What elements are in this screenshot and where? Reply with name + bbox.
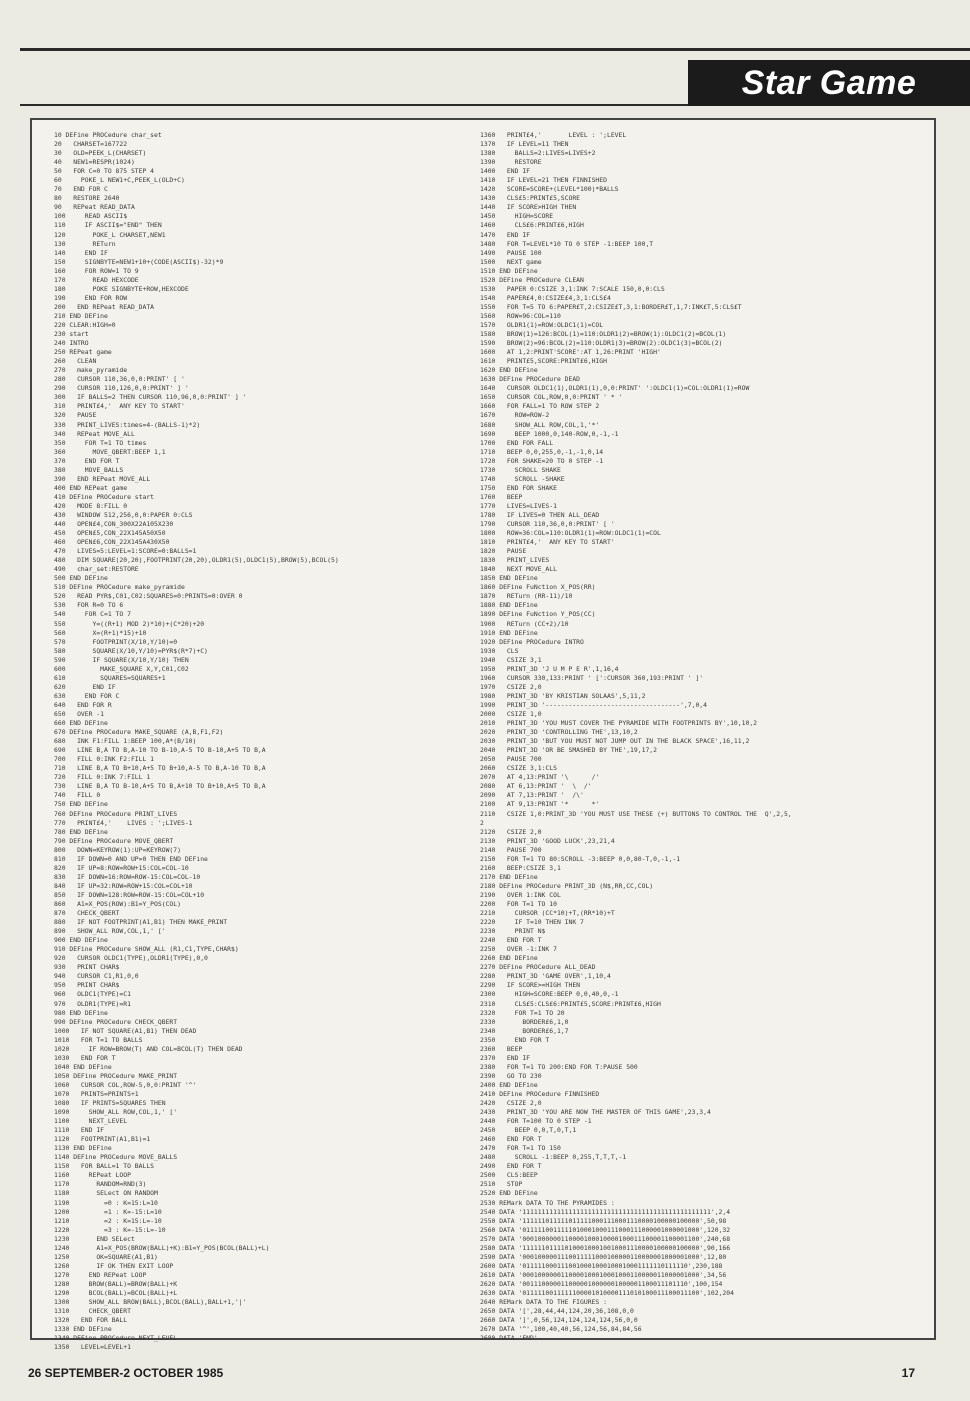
code-line: 1600 AT 1,2:PRINT'SCORE':AT 1,26:PRINT 'HIGH' (480, 348, 661, 357)
title-rule (20, 104, 688, 106)
code-line: 620 END IF (54, 682, 116, 691)
code-line: 340 REPeat MOVE_ALL (54, 429, 135, 438)
code-line: 1070 PRINTS=PRINTS+1 (54, 1089, 139, 1098)
code-line: 2410 DEFine PROCedure FINNISHED (480, 1089, 600, 1098)
code-line: 2480 SCROLL -1:BEEP 0,255,T,T,T,-1 (480, 1153, 627, 1162)
code-line: 1760 BEEP (480, 492, 523, 501)
code-line: 520 READ PYR$,C01,C02:SQUARES=0:PRINTS=0:OVER 0 (54, 592, 243, 601)
code-line: 590 IF SQUARE(X/10,Y/10) THEN (54, 655, 189, 664)
code-line: 930 PRINT CHAR$ (54, 963, 120, 972)
code-line: 1640 CURSOR OLDC1(1),OLDR1(1),0,0:PRINT' ':OLDC1(1)=COL:OLDR1(1)=ROW (480, 384, 750, 393)
code-line: 410 DEFine PROCedure start (54, 492, 155, 501)
code-line: 900 END DEFine (54, 936, 108, 945)
code-line: 1290 BCOL(BALL)=BCOL(BALL)+L (54, 1289, 178, 1297)
code-line: 1750 END FOR SHAKE (480, 483, 557, 492)
code-line: 1410 IF LEVEL=21 THEN FINNISHED (480, 176, 607, 185)
code-line: 2340 BORDER£6,1,7 (480, 1026, 569, 1035)
code-line: 510 DEFine PROCedure make_pyramide (54, 583, 185, 592)
code-line: 2400 END DEFine (480, 1080, 538, 1089)
code-line: 2100 AT 9,13:PRINT '* *' (480, 800, 600, 809)
code-line: 2200 FOR T=1 TO 10 (480, 899, 557, 908)
code-line: 480 DIM SQUARE(20,20),FOOTPRINT(20,20),OLDR1(5),OLDC1(5),BROW(5),BCOL(5) (54, 556, 339, 565)
code-line: 2310 CLS£5:CLS£6:PRINT£5,SCORE:PRINT£6,HIGH (480, 999, 661, 1008)
code-line: 2560 DATA '0111110011111010001000111000111000001000001000',120,32 (480, 1225, 731, 1234)
code-line: 1770 LIVES=LIVES-1 (480, 501, 557, 510)
code-line: 2240 END FOR T (480, 936, 542, 945)
code-line: 2580 DATA '1111110111101000100010010001110000100000100000',90,166 (480, 1243, 731, 1252)
code-line: 220 CLEAR:HIGH=0 (54, 320, 116, 329)
code-line: 1680 SHOW_ALL ROW,COL,1,'*' (480, 420, 600, 429)
code-line: 2020 PRINT_3D 'CONTROLLING THE',13,10,2 (480, 728, 638, 737)
code-line: 1120 FOOTPRINT(A1,B1)=1 (54, 1135, 151, 1144)
code-line: 180 POKE SIGNBYTE+ROW,HEXCODE (54, 284, 189, 293)
code-line: 2060 CSIZE 3,1:CLS (480, 764, 557, 773)
code-line: 700 FILL 0:INK F2:FILL 1 (54, 755, 155, 764)
code-line: 1910 END DEFine (480, 628, 538, 637)
code-line: 150 SIGNBYTE=NEW1+10+(CODE(ASCII$)-32)*9 (54, 257, 224, 266)
code-line: 1270 END REPeat LOOP (54, 1270, 147, 1279)
code-line: 1380 BALLS=2:LIVES=LIVES+2 (480, 149, 596, 158)
code-line: 190 END FOR ROW (54, 293, 128, 302)
code-line: 1840 NEXT MOVE_ALL (480, 565, 557, 574)
code-line: 230 start (54, 330, 89, 339)
code-line: 1150 FOR BALL=1 TO BALLS (54, 1162, 155, 1171)
code-line: 630 END FOR C (54, 691, 120, 700)
code-line: 1460 CLS£6:PRINT£6,HIGH (480, 221, 584, 230)
code-line: 1190 =0 : K=15:L=10 (54, 1198, 158, 1207)
code-line: 100 READ ASCII$ (54, 212, 128, 221)
code-line: 120 POKE_L CHARSET,NEW1 (54, 230, 166, 239)
code-line: 450 OPEN£5,CON_22X145A50X50 (54, 529, 166, 538)
code-line: 2260 END DEFine (480, 954, 538, 963)
code-line: 760 DEFine PROCedure PRINT_LIVES (54, 809, 178, 818)
code-line: 370 END FOR T (54, 456, 120, 465)
code-line: 1730 SCROLL SHAKE (480, 465, 561, 474)
code-line: 2190 OVER 1:INK COL (480, 890, 561, 899)
code-line: 1250 OK=SQUARE(A1,B1) (54, 1252, 158, 1261)
code-line: 260 CLEAN (54, 357, 97, 366)
code-line: 70 END FOR C (54, 185, 108, 194)
code-line: 2160 BEEP:CSIZE 3,1 (480, 863, 561, 872)
code-line: 1420 SCORE=SCORE+(LEVEL*100)*BALLS (480, 185, 619, 194)
code-line: 1280 BROW(BALL)=BROW(BALL)+K (54, 1279, 178, 1288)
code-line: 2040 PRINT_3D 'OR BE SMASHED BY THE',19,17,2 (480, 746, 657, 755)
code-line: 540 FOR C=1 TO 7 (54, 610, 131, 619)
code-line: 1700 END FOR FALL (480, 438, 554, 447)
code-line: 690 LINE B,A TO B,A-10 TO B-10,A-5 TO B-10,A+5 TO B,A (54, 746, 266, 755)
code-line: 1650 CURSOR COL,ROW,0,0:PRINT ' * ' (480, 393, 623, 402)
code-line: 2050 PAUSE 700 (480, 755, 542, 764)
code-line: 710 LINE B,A TO B+10,A+5 TO B+10,A-5 TO B,A-10 TO B,A (54, 764, 266, 773)
code-line: 2460 END FOR T (480, 1135, 542, 1144)
code-line: 210 END DEFine (54, 311, 108, 320)
code-line: 780 END DEFine (54, 827, 108, 836)
code-line: 640 END FOR R (54, 700, 112, 709)
code-line: 920 CURSOR OLDC1(TYPE),OLDR1(TYPE),0,0 (54, 954, 208, 963)
code-line: 720 FILL 0:INK 7:FILL 1 (54, 773, 151, 782)
code-line: 570 FOOTPRINT(X/10,Y/10)=0 (54, 637, 178, 646)
code-line: 1790 CURSOR 110,36,0,0:PRINT' [ ' (480, 520, 615, 529)
program-listing (30, 118, 936, 1352)
code-line: 940 CURSOR C1,R1,0,0 (54, 972, 139, 981)
code-line: 820 IF UP=8:ROW=ROW+15:COL=COL-10 (54, 863, 189, 872)
code-line: 270 make_pyramide (54, 366, 128, 375)
listing-column-right (480, 131, 920, 1343)
code-line: 2640 REMark DATA TO THE FIGURES : (480, 1298, 607, 1307)
code-line: 1340 DEFine PROCedure NEXT_LEVEL (54, 1334, 178, 1343)
code-line: 1630 DEFine PROCedure DEAD (480, 375, 581, 384)
code-line: 1880 END DEFine (480, 601, 538, 610)
code-line: 1220 =3 : K=-15:L=-10 (54, 1225, 166, 1234)
code-line: 2030 PRINT_3D 'BUT YOU MUST NOT JUMP OUT IN THE BLACK SPACE',16,11,2 (480, 737, 750, 746)
code-line: 850 IF DOWN=128:ROW=ROW-15:COL=COL+10 (54, 890, 205, 899)
code-line: 60 POKE_L NEW1+C,PEEK_L(OLD+C) (54, 176, 185, 185)
code-line: 1780 IF LIVES=0 THEN ALL_DEAD (480, 510, 600, 519)
code-line: 280 CURSOR 110,36,0,0:PRINT' [ ' (54, 375, 185, 384)
code-line: 740 FILL 0 (54, 791, 101, 800)
code-line: 2080 AT 6,13:PRINT ' \ /' (480, 782, 592, 791)
code-line: 1670 ROW=ROW-2 (480, 411, 550, 420)
code-line: 350 FOR T=1 TO times (54, 438, 147, 447)
code-line: 1940 CSIZE 3,1 (480, 655, 542, 664)
code-line: 1720 FOR SHAKE=20 TO 0 STEP -1 (480, 456, 604, 465)
code-line: 460 OPEN£6,CON_22X145A430X50 (54, 538, 170, 547)
code-line: 20 CHARSET=167722 (54, 140, 128, 149)
code-line: 2660 DATA ']',0,56,124,124,124,124,56,0,0 (480, 1316, 638, 1325)
code-line: 2150 FOR T=1 TO 80:SCROLL -3:BEEP 0,0,80-T,0,-1,-1 (480, 854, 681, 863)
code-line: 10 DEFine PROCedure char_set (54, 131, 162, 139)
issue-date: 26 SEPTEMBER-2 OCTOBER 1985 (28, 1366, 224, 1380)
code-line: 80 RESTORE 2640 (54, 194, 120, 203)
code-line: 650 OVER -1 (54, 710, 105, 718)
code-line: 1620 END DEFine (480, 366, 538, 375)
code-line: 1870 RETurn (RR-11)/10 (480, 592, 573, 601)
code-line: 2600 DATA '0111110001110010001000100010001111110111110',230,188 (480, 1261, 723, 1270)
code-line: 1550 FOR T=5 TO 6:PAPER£T,2:CSIZE£T,3,1:BORDER£T,1,7:INK£T,5:CLS£T (480, 302, 742, 311)
code-line: 1920 DEFine PROCedure INTRO (480, 637, 584, 646)
code-line: 1480 FOR T=LEVEL*10 TO 0 STEP -1:BEEP 100,T (480, 239, 654, 248)
code-line: 870 CHECK_QBERT (54, 909, 120, 918)
code-line: 2520 END DEFine (480, 1189, 538, 1198)
code-line: 730 LINE B,A TO B-10,A+5 TO B,A+10 TO B+10,A+5 TO B,A (54, 782, 266, 791)
code-line: 1820 PAUSE (480, 547, 527, 556)
code-line: 1950 PRINT_3D 'J U M P E R',1,16,4 (480, 664, 619, 673)
code-line: 2140 PAUSE 700 (480, 845, 542, 854)
code-line: 50 FOR C=0 TO 875 STEP 4 (54, 167, 155, 176)
code-line: 1430 CLS£5:PRINT£5,SCORE (480, 194, 581, 203)
code-line: 2540 DATA '1111111111111111111111111111111111111111111111111',2,4 (480, 1207, 731, 1216)
code-line: 1310 CHECK_QBERT (54, 1307, 131, 1316)
code-line: 420 MODE 8:FILL 0 (54, 501, 128, 510)
code-line: 1530 PAPER 0:CSIZE 3,1:INK 7:SCALE 150,0,0:CLS (480, 284, 665, 293)
code-line: 200 END REPeat READ_DATA (54, 302, 155, 311)
code-line: 2250 OVER -1:INK 7 (480, 945, 557, 954)
code-line: 2430 PRINT_3D 'YOU ARE NOW THE MASTER OF THIS GAME',23,3,4 (480, 1108, 711, 1117)
code-line: 330 PRINT_LIVES:times=4-(BALLS-1)*2) (54, 420, 201, 429)
code-line: 380 MOVE_BALLS (54, 465, 124, 474)
code-line: 430 WINDOW 512,256,0,0:PAPER 0:CLS (54, 510, 193, 519)
code-line: 600 MAKE_SQUARE X,Y,C01,C02 (54, 664, 189, 673)
code-line: 1710 BEEP 0,0,255,0,-1,-1,0,14 (480, 447, 604, 456)
code-line: 1040 END DEFine (54, 1062, 112, 1071)
code-line: 2470 FOR T=1 TO 150 (480, 1144, 561, 1153)
code-line: 2610 DATA '0001000000110000100010001000110000011000001000',34,56 (480, 1270, 727, 1279)
code-line: 440 OPEN£4,CON_300X22A105X230 (54, 520, 174, 529)
code-line: 1360 PRINT£4,' LEVEL : ';LEVEL (480, 131, 627, 139)
code-line: 2620 DATA '0011100000110000010000001000001100011101110',100,154 (480, 1279, 723, 1288)
code-line: 1590 BROW(2)=96:BCOL(2)=110:OLDR1(3)=BROW(2):OLDC1(3)=BCOL(2) (480, 339, 723, 348)
code-line: 2330 BORDER£6,1,0 (480, 1017, 569, 1026)
code-line: 1800 ROW=36:COL=110:OLDR1(1)=ROW:OLDC1(1)=COL (480, 529, 661, 538)
code-line: 2530 REMark DATA TO THE PYRAMIDES : (480, 1198, 615, 1207)
code-line: 910 DEFine PROCedure SHOW_ALL (R1,C1,TYPE,CHAR$) (54, 945, 239, 954)
top-rule (20, 48, 970, 51)
code-line: 140 END IF (54, 248, 108, 257)
code-line: 1520 DEFine PROCedure CLEAN (480, 275, 584, 284)
code-line: 660 END DEFine (54, 719, 108, 728)
code-line: 1490 PAUSE 100 (480, 248, 542, 257)
code-line: 500 END DEFine (54, 574, 108, 583)
code-line: 2270 DEFine PROCedure ALL_DEAD (480, 963, 596, 972)
code-line: 2120 CSIZE 2,0 (480, 827, 542, 836)
code-line: 1050 DEFine PROCedure MAKE_PRINT (54, 1071, 178, 1080)
code-line: 1300 SHOW_ALL BROW(BALL),BCOL(BALL),BALL+1,'|' (54, 1298, 247, 1307)
code-line: 1660 FOR FALL=1 TO ROW STEP 2 (480, 402, 600, 411)
code-line: 1100 NEXT_LEVEL (54, 1117, 128, 1126)
code-line: 1010 FOR T=1 TO BALLS (54, 1035, 143, 1044)
code-line: 2590 DATA '0001000001110011111000100000110000001000001000',12,80 (480, 1252, 727, 1261)
code-line: 2440 FOR T=100 TO 0 STEP -1 (480, 1117, 592, 1126)
code-line: 2210 CURSOR (CC*10)+T,(RR*10)+T (480, 909, 615, 918)
code-line: 1210 =2 : K=15:L=-10 (54, 1216, 162, 1225)
code-line: 1230 END SELect (54, 1234, 135, 1243)
code-line: 990 DEFine PROCedure CHECK_QBERT (54, 1017, 178, 1026)
code-line: 390 END REPeat MOVE_ALL (54, 474, 151, 483)
code-line: 2490 END FOR T (480, 1162, 542, 1171)
code-line: 2670 DATA '^',100,40,40,56,124,56,84,84,56 (480, 1325, 642, 1334)
code-line: 2360 BEEP (480, 1044, 523, 1053)
code-line: 1400 END IF (480, 167, 531, 176)
code-line: 2320 FOR T=1 TO 20 (480, 1008, 565, 1017)
code-line: 1890 DEFine FuNction Y_POS(CC) (480, 610, 596, 619)
code-line: 1000 IF NOT SQUARE(A1,B1) THEN DEAD (54, 1026, 197, 1035)
code-line: 2010 PRINT_3D 'YOU MUST COVER THE PYRAMIDE WITH FOOTPRINTS BY',10,10,2 (480, 719, 758, 728)
code-line: 680 INK F1:FILL 1:BEEP 100,A*(B/10) (54, 737, 197, 746)
code-line: 320 PAUSE (54, 411, 97, 420)
code-line: 1060 CURSOR COL,ROW-5,0,0:PRINT '^' (54, 1080, 197, 1089)
code-line: 560 X=(R+1)*15)+10 (54, 628, 147, 637)
code-line: 2300 HIGH=SCORE:BEEP 0,0,40,0,-1 (480, 990, 619, 999)
code-line: 360 MOVE_QBERT:BEEP 1,1 (54, 447, 166, 456)
code-line: 2390 GO TO 230 (480, 1071, 542, 1080)
code-line: 1580 BROW(1)=126:BCOL(1)=110:OLDR1(2)=BROW(1):OLDC1(2)=BCOL(1) (480, 330, 727, 339)
code-line: 1140 DEFine PROCedure MOVE_BALLS (54, 1153, 178, 1162)
code-line: 1450 HIGH=SCORE (480, 212, 554, 221)
code-line: 1130 END DEFine (54, 1144, 112, 1153)
code-line: 2380 FOR T=1 TO 200:END FOR T:PAUSE 500 (480, 1062, 638, 1071)
code-line: 1900 RETurn (CC+2)/10 (480, 619, 569, 628)
code-line: 950 PRINT CHAR$ (54, 981, 120, 990)
code-line: 1440 IF SCORE>HIGH THEN (480, 203, 577, 212)
code-line: 2 (480, 818, 484, 827)
code-line: 2570 DATA '0001000000110000100010000100011100001100001100',240,68 (480, 1234, 731, 1243)
code-line: 2280 PRINT_3D 'GAME OVER',1,10,4 (480, 972, 611, 981)
code-line: 1930 CLS (480, 646, 519, 655)
code-line: 880 IF NOT FOOTPRINT(A1,B1) THEN MAKE_PRINT (54, 918, 228, 927)
code-line: 1320 END FOR BALL (54, 1316, 128, 1325)
code-line: 1610 PRINT£5,SCORE:PRINT£6,HIGH (480, 357, 607, 366)
code-line: 1080 IF PRINTS=SQUARES THEN (54, 1099, 166, 1108)
code-line: 1470 END IF (480, 230, 531, 239)
code-line: 2450 BEEP 0,0,T,0,T,1 (480, 1126, 577, 1135)
code-line: 1810 PRINT£4,' ANY KEY TO START' (480, 538, 615, 547)
code-line: 30 OLD=PEEK_L(CHARSET) (54, 149, 147, 158)
code-line: 2170 END DEFine (480, 872, 538, 881)
code-line: 750 END DEFine (54, 800, 108, 809)
code-line: 1170 RANDOM=RND(3) (54, 1180, 147, 1189)
code-line: 240 INTRO (54, 339, 89, 348)
code-line: 1390 RESTORE (480, 158, 542, 167)
code-line: 110 IF ASCII$="END" THEN (54, 221, 162, 230)
code-line: 1740 SCROLL -SHAKE (480, 474, 565, 483)
code-line: 2420 CSIZE 2,0 (480, 1099, 542, 1108)
code-line: 1540 PAPER£4,0:CSIZE£4,3,1:CLS£4 (480, 293, 611, 302)
code-line: 1500 NEXT game (480, 257, 542, 266)
code-line: 40 NEW1=RESPR(1024) (54, 158, 135, 167)
code-line: 2350 END FOR T (480, 1035, 550, 1044)
code-line: 1350 LEVEL=LEVEL+1 (54, 1343, 131, 1352)
code-line: 160 FOR ROW=1 TO 9 (54, 266, 139, 275)
code-line: 1860 DEFine FuNction X_POS(RR) (480, 583, 596, 592)
code-line: 130 RETurn (54, 239, 116, 248)
code-line: 800 DOWN=KEYROW(1):UP=KEYROW(7) (54, 845, 181, 854)
code-line: 1110 END IF (54, 1126, 105, 1135)
code-line: 1020 IF ROW=BROW(T) AND COL=BCOL(T) THEN DEAD (54, 1044, 243, 1053)
code-line: 830 IF DOWN=16:ROW=ROW-15:COL=COL-10 (54, 872, 201, 881)
code-line: 960 OLDC1(TYPE)=C1 (54, 990, 131, 999)
code-line: 860 A1=X_POS(ROW):B1=Y_POS(COL) (54, 899, 181, 908)
code-line: 1690 BEEP 1000,0,140-ROW,0,-1,-1 (480, 429, 619, 438)
code-line: 400 END REPeat game (54, 483, 128, 492)
code-line: 2230 PRINT N$ (480, 927, 546, 936)
code-line: 890 SHOW_ALL ROW,COL,1,' [' (54, 927, 166, 936)
code-line: 1090 SHOW_ALL ROW,COL,1,' [' (54, 1108, 178, 1117)
code-line: 170 READ HEXCODE (54, 275, 139, 284)
code-line: 1960 CURSOR 330,133:PRINT ' [':CURSOR 360,193:PRINT ' ]' (480, 673, 704, 682)
code-line: 1850 END DEFine (480, 574, 538, 583)
code-line: 2180 DEFine PROCedure PRINT_3D (N$,RR,CC,COL) (480, 881, 654, 890)
code-line: 580 SQUARE(X/10,Y/10)=PYR$(R*7)+C) (54, 646, 208, 655)
code-line: 1160 REPeat LOOP (54, 1171, 131, 1180)
code-line: 1990 PRINT_3D '-----------------------------------',7,0,4 (480, 700, 708, 709)
code-line: 2500 CLS:BEEP (480, 1171, 538, 1180)
code-line: 2650 DATA '[',28,44,44,124,20,36,108,0,0 (480, 1307, 634, 1316)
code-line: 1560 ROW=96:COL=110 (480, 311, 561, 320)
page-title: Star Game (688, 60, 970, 106)
code-line: 1260 IF OK THEN EXIT LOOP (54, 1261, 174, 1270)
code-line: 1570 OLDR1(1)=ROW:OLDC1(1)=COL (480, 320, 604, 329)
code-line: 1240 A1=X_POS(BROW(BALL)+K):B1=Y_POS(BCOL(BALL)+L) (54, 1243, 270, 1252)
code-line: 810 IF DOWN=0 AND UP=0 THEN END DEFine (54, 854, 208, 863)
code-line: 90 REPeat READ_DATA (54, 203, 135, 212)
code-line: 2290 IF SCORE>=HIGH THEN (480, 981, 581, 990)
code-line: 250 REPeat game (54, 348, 112, 357)
code-line: 470 LIVES=5:LEVEL=1:SCORE=0:BALLS=1 (54, 547, 197, 556)
code-line: 2630 DATA '0111110011111100001010000111010100011100011100',102,204 (480, 1289, 734, 1297)
code-line: 770 PRINT£4,' LIVES : ';LIVES-1 (54, 818, 193, 827)
code-line: 610 SQUARES=SQUARES+1 (54, 673, 166, 682)
code-line: 1980 PRINT_3D 'BY KRISTIAN SOLAAS',5,11,2 (480, 691, 646, 700)
code-line: 980 END DEFine (54, 1008, 108, 1017)
page-number: 17 (901, 1366, 915, 1380)
code-line: 1200 =1 : K=-15:L=10 (54, 1207, 162, 1216)
code-line: 840 IF UP=32:ROW=ROW+15:COL=COL+10 (54, 881, 193, 890)
code-line: 530 FOR R=0 TO 6 (54, 601, 124, 610)
code-line: 490 char_set:RESTORE (54, 565, 139, 574)
code-line: 1970 CSIZE 2,0 (480, 682, 542, 691)
code-line: 2090 AT 7,13:PRINT ' /\' (480, 791, 584, 800)
code-line: 290 CURSOR 110,126,0,0:PRINT' ] ' (54, 384, 189, 393)
code-line: 2550 DATA '1111110111110111110001110001110000100000100000',50,98 (480, 1216, 727, 1225)
code-line: 2680 DATA 'END' (480, 1334, 538, 1343)
code-line: 670 DEFine PROCedure MAKE_SQUARE (A,B,F1,F2) (54, 728, 224, 737)
code-line: 310 PRINT£4,' ANY KEY TO START' (54, 402, 185, 411)
code-line: 1370 IF LEVEL=11 THEN (480, 140, 569, 149)
code-line: 1030 END FOR T (54, 1053, 116, 1062)
code-line: 550 Y=((R+1) MOD 2)*10)+(C*20)+20 (54, 619, 205, 628)
code-line: 2130 PRINT_3D 'GOOD LUCK',23,21,4 (480, 836, 615, 845)
code-line: 2000 CSIZE 1,0 (480, 710, 542, 718)
code-line: 1510 END DEFine (480, 266, 538, 275)
code-line: 1180 SELect ON RANDOM (54, 1189, 158, 1198)
code-line: 1330 END DEFine (54, 1325, 112, 1334)
code-line: 1830 PRINT_LIVES (480, 556, 550, 565)
code-line: 300 IF BALLS=2 THEN CURSOR 110,96,0,0:PRINT' ] ' (54, 393, 247, 402)
code-line: 2510 STOP (480, 1180, 523, 1189)
listing-column-left (54, 131, 494, 1352)
code-line: 2370 END IF (480, 1053, 531, 1062)
code-line: 2220 IF T=10 THEN INK 7 (480, 918, 584, 927)
code-line: 970 OLDR1(TYPE)=R1 (54, 999, 131, 1008)
code-line: 2070 AT 4,13:PRINT '\ /' (480, 773, 600, 782)
code-line: 2110 CSIZE 1,0:PRINT_3D 'YOU MUST USE THESE (+) BUTTONS TO CONTROL THE Q',2,5, (480, 809, 792, 818)
code-line: 790 DEFine PROCedure MOVE_QBERT (54, 836, 174, 845)
